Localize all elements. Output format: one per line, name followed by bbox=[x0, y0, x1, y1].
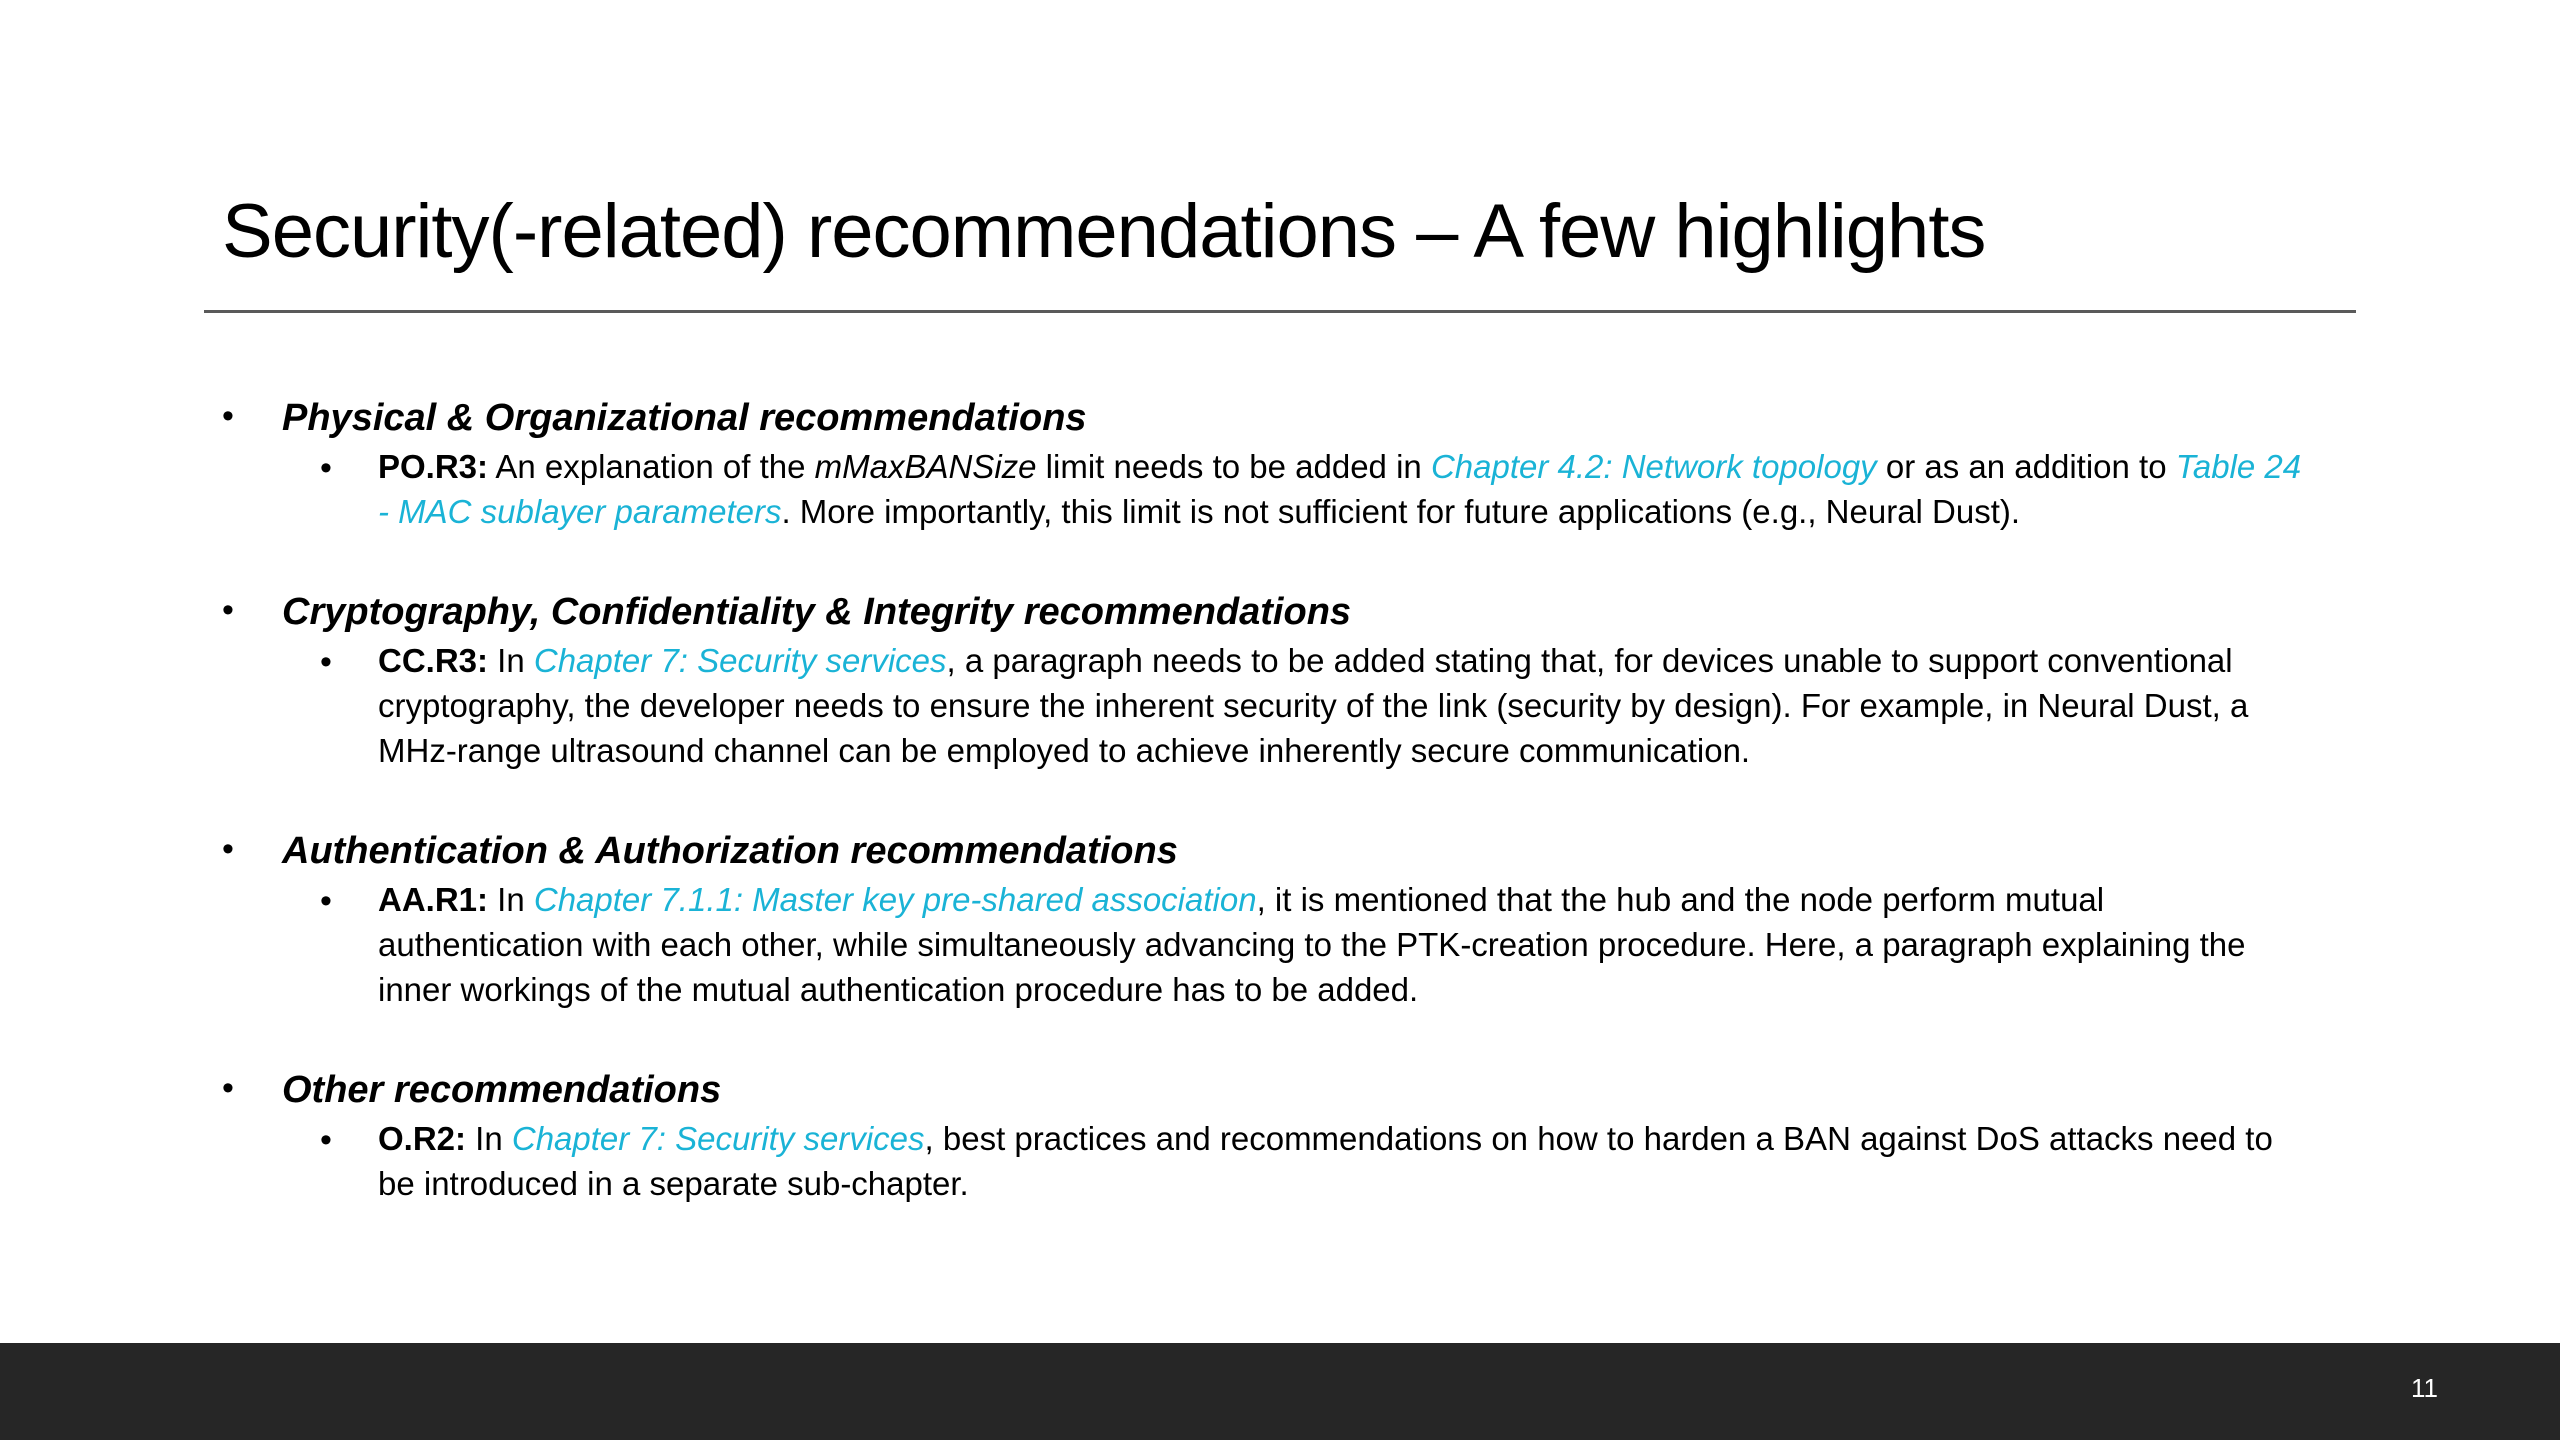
recommendation-text bbox=[378, 638, 2302, 773]
slide-title: Security(-related) recommendations – A few highlights bbox=[222, 189, 1986, 274]
bullet-icon: • bbox=[320, 449, 332, 487]
section-heading: Other recommendations bbox=[282, 1069, 722, 1111]
text-segment: , it is mentioned that the hub and the node perform mutual authentication with each other, while simultaneously advancing to the PTK-creation procedure. Here, a paragraph explaining the inner workings of the mutual authentication procedure has to be added. bbox=[378, 881, 2246, 1008]
bullet-icon: • bbox=[222, 1069, 234, 1107]
section-heading: Physical & Organizational recommendations bbox=[282, 397, 1087, 439]
text-segment: In bbox=[488, 642, 534, 679]
title-divider bbox=[204, 310, 2356, 313]
recommendation-item bbox=[320, 444, 2302, 534]
section-heading: Authentication & Authorization recommendations bbox=[282, 830, 1178, 872]
section-other bbox=[222, 1064, 2302, 1206]
footer-bar bbox=[0, 1343, 2560, 1440]
page-number: 11 bbox=[2411, 1373, 2438, 1403]
recommendation-text bbox=[378, 877, 2302, 1012]
slide-content bbox=[222, 392, 2302, 1258]
recommendation-text bbox=[378, 1116, 2302, 1206]
chapter-link[interactable]: Chapter 7: Security services bbox=[533, 642, 947, 679]
text-segment: or as an addition to bbox=[1876, 448, 2176, 485]
section-heading: Cryptography, Confidentiality & Integrity recommendations bbox=[282, 591, 1352, 633]
chapter-link[interactable]: Chapter 7.1.1: Master key pre-shared association bbox=[533, 881, 1257, 918]
recommendation-text bbox=[378, 444, 2302, 534]
recommendation-item bbox=[320, 877, 2302, 1012]
section-physical-organizational bbox=[222, 392, 2302, 534]
recommendation-id: O.R2: bbox=[378, 1120, 467, 1157]
text-segment: In bbox=[466, 1120, 512, 1157]
text-segment: . More importantly, this limit is not sufficient for future applications (e.g., Neural Dust). bbox=[781, 493, 2021, 530]
text-segment: , a paragraph needs to be added stating that, for devices unable to support conventional cryptography, the developer needs to ensure the inherent security of the link (security by design). For example, in Neural Dust, a MHz-range ultrasound channel can be employed to achieve inherently secure communication. bbox=[378, 642, 2249, 769]
bullet-icon: • bbox=[320, 643, 332, 681]
text-segment: In bbox=[488, 881, 534, 918]
section-authentication bbox=[222, 825, 2302, 1012]
bullet-icon: • bbox=[320, 1121, 332, 1159]
text-segment: An explanation of the bbox=[488, 448, 815, 485]
bullet-icon: • bbox=[320, 882, 332, 920]
chapter-link[interactable]: Chapter 4.2: Network topology bbox=[1430, 448, 1877, 485]
table-link[interactable]: Table 24 - MAC sublayer parameters bbox=[378, 448, 2302, 530]
recommendation-item bbox=[320, 638, 2302, 773]
text-segment: , best practices and recommendations on how to harden a BAN against DoS attacks need to be introduced in a separate sub-chapter. bbox=[378, 1120, 2273, 1202]
recommendation-id: PO.R3: bbox=[378, 448, 489, 485]
recommendation-id: CC.R3: bbox=[378, 642, 489, 679]
recommendation-id: AA.R1: bbox=[378, 881, 489, 918]
section-cryptography bbox=[222, 586, 2302, 773]
recommendation-item bbox=[320, 1116, 2302, 1206]
bullet-icon: • bbox=[222, 830, 234, 868]
parameter-name: mMaxBANSize bbox=[814, 448, 1037, 485]
bullet-icon: • bbox=[222, 397, 234, 435]
bullet-icon: • bbox=[222, 591, 234, 629]
chapter-link[interactable]: Chapter 7: Security services bbox=[511, 1120, 925, 1157]
text-segment: limit needs to be added in bbox=[1036, 448, 1431, 485]
